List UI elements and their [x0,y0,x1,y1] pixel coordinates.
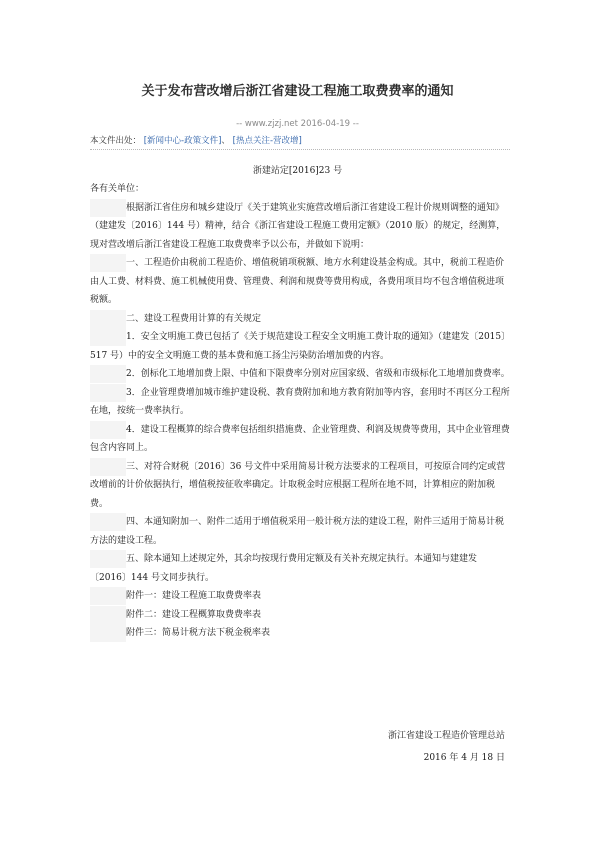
source-date-line: -- www.zjzj.net 2016-04-19 -- [236,119,359,129]
paragraph-section-2-heading: 二、建设工程费用计算的有关规定 [90,310,510,329]
paragraph-item-1: 1．安全文明施工费已包括了《关于规范建设工程安全文明施工费计取的通知》（建建发〔2015〕517 号）中的安全文明施工费的基本费和施工扬尘污染防治增加费的内容。 [90,328,510,365]
document-body [90,180,510,643]
paragraph-intro: 根据浙江省住房和城乡建设厅《关于建筑业实施营改增后浙江省建设工程计价规则调整的通知》（建建发〔2016〕144 号）精神，结合《浙江省建设工程施工费用定额》（2010 版）的规定，经测算，现对营改增后浙江省建设工程施工取费费率予以公布，并做如下说明： [90,199,510,255]
document-number: 浙建站定[2016]23 号 [252,166,343,176]
paragraph-item-3: 3．企业管理费增加城市维护建设税、教育费附加和地方教育附加等内容，套用时不再区分工程所在地，按统一费率执行。 [90,384,510,421]
paragraph-item-2: 2．创标化工地增加费上限、中值和下限费率分别对应国家级、省级和市级标化工地增加费费率。 [90,365,510,384]
signature-date: 2016 年 4 月 18 日 [423,753,505,763]
paragraph-section-4: 四、本通知附加一、附件二适用于增值税采用一般计税方法的建设工程，附件三适用于简易计税方法的建设工程。 [90,513,510,550]
paragraph-section-5: 五、除本通知上述规定外，其余均按现行费用定额及有关补充规定执行。本通知与建建发〔2016〕144 号文同步执行。 [90,550,510,587]
link-vat-reform[interactable]: [热点关注-营改增] [232,136,302,146]
source-label: 本文件出处： [90,136,142,146]
attachment-3: 附件三：简易计税方法下税金税率表 [90,624,510,643]
document-title: 关于发布营改增后浙江省建设工程施工取费费率的通知 [141,84,454,99]
attachment-1: 附件一：建设工程施工取费费率表 [90,587,510,606]
source-line [90,134,510,146]
paragraph-item-4: 4．建设工程概算的综合费率包括组织措施费、企业管理费、利润及规费等费用，其中企业管理费包含内容同上。 [90,421,510,458]
divider [90,149,510,150]
source-separator: 、 [221,136,230,146]
paragraph-section-1: 一、工程造价由税前工程造价、增值税销项税额、地方水利建设基金构成。其中，税前工程造价由人工费、材料费、施工机械使用费、管理费、利润和规费等费用构成，各费用项目均不包含增值税进项税额。 [90,254,510,310]
paragraph-section-3: 三、对符合财税〔2016〕36 号文件中采用简易计税方法要求的工程项目，可按原合同约定或营改增前的计价依据执行，增值税按征收率确定。计取税金时应根据工程所在地不同，计算相应的附加税费。 [90,458,510,514]
link-policy-documents[interactable]: [新闻中心-政策文件] [143,136,222,146]
attachment-2: 附件二：建设工程概算取费费率表 [90,606,510,625]
salutation: 各有关单位： [90,184,145,194]
signature-organization: 浙江省建设工程造价管理总站 [387,731,505,741]
